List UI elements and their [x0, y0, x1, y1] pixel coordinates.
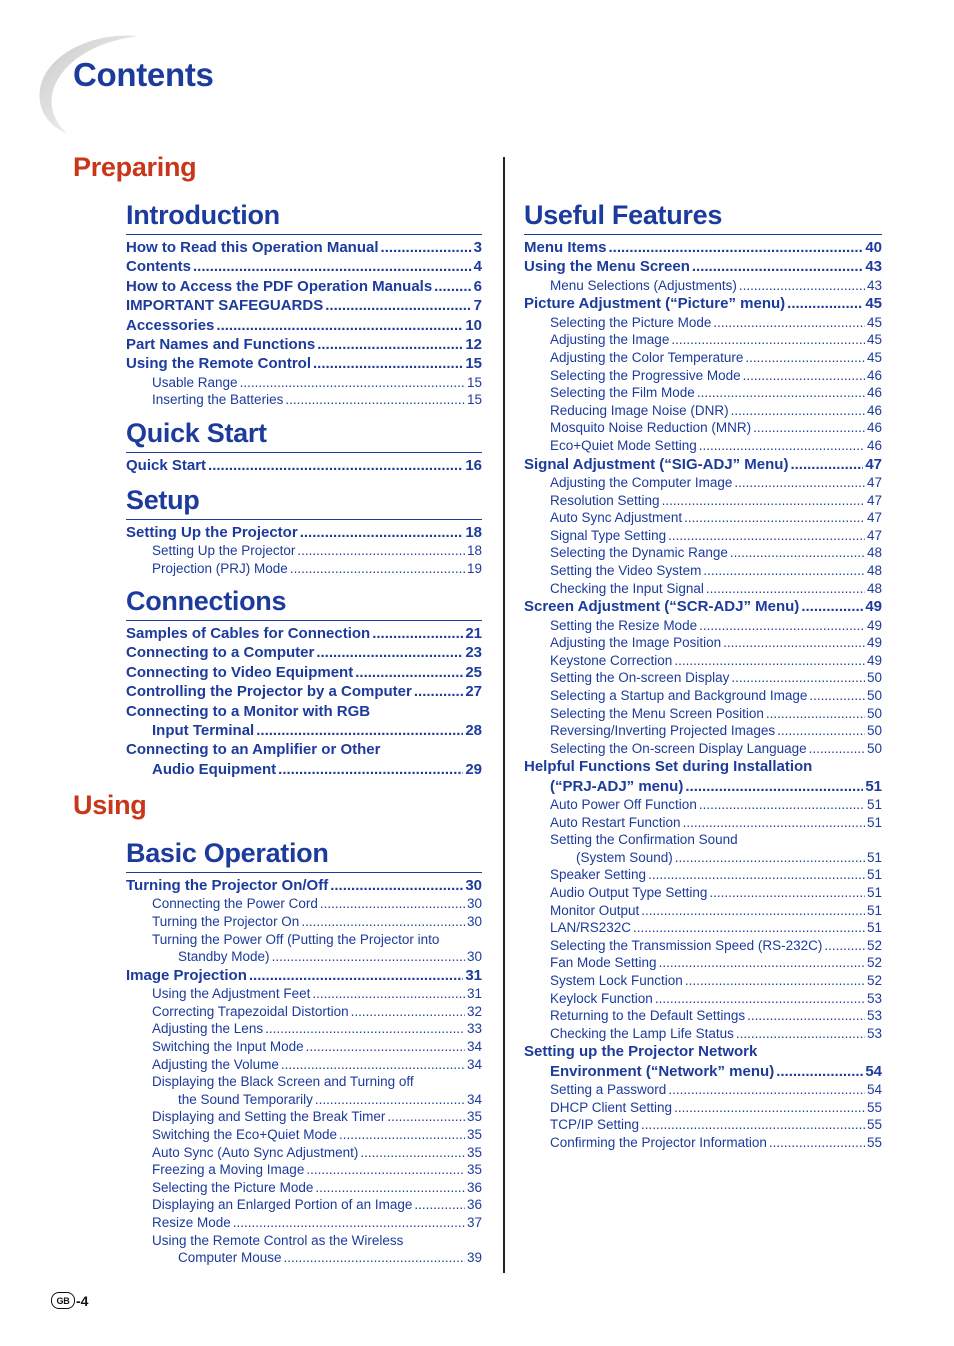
toc-subentry[interactable]: Adjusting the Lens ..... 33: [126, 1020, 482, 1038]
toc-entry[interactable]: Screen Adjustment (“SCR-ADJ” Menu) ..... 49: [524, 597, 882, 616]
section-rule: [524, 234, 882, 235]
toc-entry[interactable]: Samples of Cables for Connection ..... 21: [126, 624, 482, 643]
toc-entry[interactable]: Quick Start ..... 16: [126, 456, 482, 475]
toc-subentry[interactable]: Adjusting the Image Position ..... 49: [524, 634, 882, 652]
toc-subentry[interactable]: Speaker Setting ..... 51: [524, 866, 882, 884]
toc-subentry-line2[interactable]: (System Sound) ..... 51: [524, 849, 882, 867]
toc-subentry[interactable]: Confirming the Projector Information ..... 55: [524, 1134, 882, 1152]
column-divider: [503, 157, 505, 1273]
page-footer: [51, 1292, 88, 1309]
toc-subentry[interactable]: Monitor Output ..... 51: [524, 902, 882, 920]
toc-subentry[interactable]: Setting the Video System ..... 48: [524, 562, 882, 580]
toc-list: [126, 523, 482, 578]
toc-entry[interactable]: Image Projection ..... 31: [126, 966, 482, 985]
toc-entry-line2[interactable]: Environment (“Network” menu) ..... 54: [524, 1062, 882, 1081]
toc-entry-line1[interactable]: Setting up the Projector Network: [524, 1043, 758, 1061]
toc-subentry-line1[interactable]: Using the Remote Control as the Wireless: [152, 1232, 404, 1248]
toc-subentry[interactable]: Fan Mode Setting ..... 52: [524, 954, 882, 972]
toc-subentry[interactable]: Selecting the Menu Screen Position ..... 50: [524, 705, 882, 723]
part-heading-preparing: Preparing: [73, 152, 197, 182]
page-number: -4: [76, 1292, 89, 1309]
toc-entry-line1[interactable]: Connecting to a Monitor with RGB: [126, 702, 371, 720]
toc-entry-line2[interactable]: Input Terminal ..... 28: [126, 721, 482, 740]
section-heading: Introduction: [126, 200, 280, 230]
section-rule: [126, 452, 482, 453]
toc-entry[interactable]: Setting Up the Projector ..... 18: [126, 523, 482, 542]
toc-list: [126, 876, 482, 1267]
toc-subentry[interactable]: System Lock Function ..... 52: [524, 972, 882, 990]
toc-subentry[interactable]: Auto Sync Adjustment ..... 47: [524, 509, 882, 527]
section-basic-operation: [126, 838, 482, 1267]
toc-subentry[interactable]: Connecting the Power Cord ..... 30: [126, 895, 482, 913]
toc-subentry[interactable]: Freezing a Moving Image ..... 35: [126, 1161, 482, 1179]
section-quick-start: [126, 418, 482, 475]
toc-entry[interactable]: Part Names and Functions ..... 12: [126, 335, 482, 354]
toc-subentry[interactable]: Selecting the Picture Mode ..... 36: [126, 1179, 482, 1197]
region-badge: GB: [51, 1292, 75, 1309]
toc-subentry[interactable]: Selecting the Progressive Mode ..... 46: [524, 367, 882, 385]
toc-subentry[interactable]: Projection (PRJ) Mode ..... 19: [126, 560, 482, 578]
toc-subentry[interactable]: Reducing Image Noise (DNR) ..... 46: [524, 402, 882, 420]
toc-subentry[interactable]: DHCP Client Setting ..... 55: [524, 1099, 882, 1117]
toc-subentry[interactable]: Keystone Correction ..... 49: [524, 652, 882, 670]
toc-subentry-line1[interactable]: Displaying the Black Screen and Turning off: [152, 1074, 414, 1090]
section-useful-features: [524, 200, 882, 1152]
toc-subentry[interactable]: Selecting the Picture Mode ..... 45: [524, 314, 882, 332]
toc-subentry[interactable]: Setting the On-screen Display ..... 50: [524, 669, 882, 687]
toc-subentry[interactable]: Eco+Quiet Mode Setting ..... 46: [524, 437, 882, 455]
toc-subentry[interactable]: Signal Type Setting ..... 47: [524, 527, 882, 545]
toc-entry[interactable]: IMPORTANT SAFEGUARDS ..... 7: [126, 296, 482, 315]
toc-entry[interactable]: Picture Adjustment (“Picture” menu) ..... 45: [524, 294, 882, 313]
toc-subentry[interactable]: Checking the Input Signal ..... 48: [524, 580, 882, 598]
toc-subentry-line2[interactable]: Computer Mouse ..... 39: [126, 1249, 482, 1267]
toc-list: [126, 624, 482, 779]
toc-subentry[interactable]: Returning to the Default Settings ..... 53: [524, 1007, 882, 1025]
toc-entry[interactable]: Accessories ..... 10: [126, 316, 482, 335]
toc-subentry[interactable]: Displaying and Setting the Break Timer ..... 35: [126, 1108, 482, 1126]
toc-subentry[interactable]: Auto Power Off Function ..... 51: [524, 796, 882, 814]
toc-subentry[interactable]: Resize Mode ..... 37: [126, 1214, 482, 1232]
section-heading: Useful Features: [524, 200, 723, 230]
toc-subentry[interactable]: Adjusting the Computer Image ..... 47: [524, 474, 882, 492]
toc-entry[interactable]: Using the Menu Screen ..... 43: [524, 257, 882, 276]
section-heading: Connections: [126, 586, 287, 616]
toc-subentry-line2[interactable]: Standby Mode) ..... 30: [126, 948, 482, 966]
section-heading: Quick Start: [126, 418, 267, 448]
page-title: Contents: [73, 56, 214, 93]
toc-list: [524, 238, 882, 1152]
toc-list: [126, 456, 482, 475]
toc-subentry-line2[interactable]: the Sound Temporarily ..... 34: [126, 1091, 482, 1109]
toc-entry-line1[interactable]: Connecting to an Amplifier or Other: [126, 741, 381, 759]
toc-subentry[interactable]: Reversing/Inverting Projected Images ..... 50: [524, 722, 882, 740]
toc-subentry[interactable]: Setting the Resize Mode ..... 49: [524, 617, 882, 635]
toc-subentry[interactable]: Switching the Eco+Quiet Mode ..... 35: [126, 1126, 482, 1144]
toc-subentry[interactable]: LAN/RS232C ..... 51: [524, 919, 882, 937]
toc-subentry[interactable]: Selecting the On-screen Display Language ..... 50: [524, 740, 882, 758]
toc-entry-line2[interactable]: (“PRJ-ADJ” menu) ..... 51: [524, 777, 882, 796]
toc-subentry[interactable]: Correcting Trapezoidal Distortion ..... 32: [126, 1003, 482, 1021]
section-heading: Setup: [126, 485, 200, 515]
section-rule: [126, 872, 482, 873]
toc-subentry[interactable]: Keylock Function ..... 53: [524, 990, 882, 1008]
toc-subentry[interactable]: Setting a Password ..... 54: [524, 1081, 882, 1099]
toc-entry-line2[interactable]: Audio Equipment ..... 29: [126, 760, 482, 779]
toc-subentry[interactable]: Checking the Lamp Life Status ..... 53: [524, 1025, 882, 1043]
toc-entry[interactable]: Using the Remote Control ..... 15: [126, 354, 482, 373]
toc-entry[interactable]: Menu Items ..... 40: [524, 238, 882, 257]
toc-entry[interactable]: Contents ..... 4: [126, 257, 482, 276]
toc-subentry-line1[interactable]: Setting the Confirmation Sound: [550, 832, 738, 848]
section-heading: Basic Operation: [126, 838, 329, 868]
toc-subentry-line1[interactable]: Turning the Power Off (Putting the Projector into: [152, 931, 440, 947]
toc-subentry[interactable]: Selecting the Transmission Speed (RS-232C) ..... 52: [524, 937, 882, 955]
toc-entry[interactable]: How to Access the PDF Operation Manuals ..... 6: [126, 277, 482, 296]
toc-subentry[interactable]: Inserting the Batteries ..... 15: [126, 391, 482, 409]
toc-subentry[interactable]: Mosquito Noise Reduction (MNR) ..... 46: [524, 419, 882, 437]
toc-entry[interactable]: Connecting to Video Equipment ..... 25: [126, 663, 482, 682]
toc-subentry[interactable]: Menu Selections (Adjustments) ..... 43: [524, 277, 882, 295]
toc-subentry[interactable]: Selecting the Dynamic Range ..... 48: [524, 544, 882, 562]
toc-subentry[interactable]: Resolution Setting ..... 47: [524, 492, 882, 510]
toc-subentry[interactable]: Selecting a Startup and Background Image ..... 50: [524, 687, 882, 705]
section-connections: [126, 586, 482, 779]
toc-subentry[interactable]: Adjusting the Image ..... 45: [524, 331, 882, 349]
toc-entry[interactable]: Connecting to a Computer ..... 23: [126, 643, 482, 662]
toc-entry[interactable]: Turning the Projector On/Off ..... 30: [126, 876, 482, 895]
toc-subentry[interactable]: Selecting the Film Mode ..... 46: [524, 384, 882, 402]
toc-subentry[interactable]: Auto Sync (Auto Sync Adjustment) ..... 35: [126, 1144, 482, 1162]
toc-subentry[interactable]: Adjusting the Volume ..... 34: [126, 1056, 482, 1074]
toc-subentry[interactable]: Adjusting the Color Temperature ..... 45: [524, 349, 882, 367]
toc-entry[interactable]: How to Read this Operation Manual ..... 3: [126, 238, 482, 257]
toc-entry-line1[interactable]: Helpful Functions Set during Installation: [524, 758, 813, 776]
section-setup: [126, 485, 482, 578]
toc-subentry[interactable]: Turning the Projector On ..... 30: [126, 913, 482, 931]
toc-subentry[interactable]: TCP/IP Setting ..... 55: [524, 1116, 882, 1134]
part-heading-using: Using: [73, 790, 147, 820]
section-rule: [126, 519, 482, 520]
toc-subentry[interactable]: Usable Range ..... 15: [126, 374, 482, 392]
section-rule: [126, 620, 482, 621]
toc-entry[interactable]: Controlling the Projector by a Computer ..... 27: [126, 682, 482, 701]
toc-subentry[interactable]: Displaying an Enlarged Portion of an Image ..... 36: [126, 1196, 482, 1214]
section-introduction: [126, 200, 482, 409]
section-rule: [126, 234, 482, 235]
toc-entry[interactable]: Signal Adjustment (“SIG-ADJ” Menu) ..... 47: [524, 455, 882, 474]
toc-subentry[interactable]: Auto Restart Function ..... 51: [524, 814, 882, 832]
toc-subentry[interactable]: Audio Output Type Setting ..... 51: [524, 884, 882, 902]
toc-subentry[interactable]: Setting Up the Projector ..... 18: [126, 542, 482, 560]
toc-subentry[interactable]: Switching the Input Mode ..... 34: [126, 1038, 482, 1056]
toc-list: [126, 238, 482, 409]
toc-subentry[interactable]: Using the Adjustment Feet ..... 31: [126, 985, 482, 1003]
